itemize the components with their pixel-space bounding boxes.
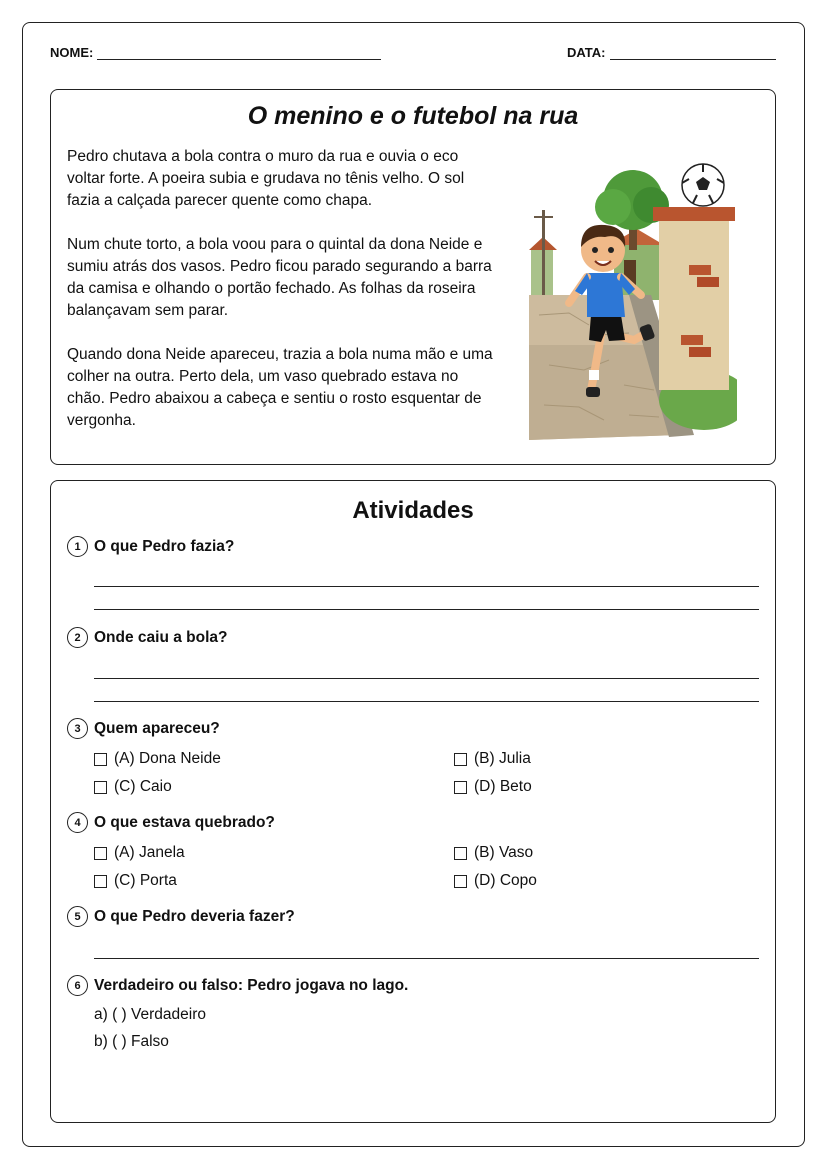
- question-text: O que Pedro deveria fazer?: [94, 907, 295, 925]
- option-c[interactable]: [94, 872, 177, 890]
- checkbox[interactable]: [94, 875, 107, 888]
- question-text: Onde caiu a bola?: [94, 628, 228, 646]
- story-title: O menino e o futebol na rua: [247, 102, 579, 130]
- answer-line[interactable]: [94, 701, 759, 702]
- story-box: [50, 89, 776, 465]
- question-text: O que estava quebrado?: [94, 813, 275, 831]
- date-field: [567, 45, 776, 60]
- checkbox[interactable]: [454, 753, 467, 766]
- answer-line[interactable]: [94, 609, 759, 610]
- question-6: [67, 975, 408, 996]
- question-number: 2: [67, 627, 88, 648]
- boy-kicking-ball-illustration: [529, 145, 737, 440]
- activities-box: [50, 480, 776, 1123]
- activities-title: Atividades: [352, 497, 474, 524]
- option-b[interactable]: [454, 844, 533, 862]
- option-label: (B) Vaso: [474, 844, 534, 861]
- question-2: [67, 627, 228, 648]
- checkbox[interactable]: [454, 847, 467, 860]
- checkbox[interactable]: [94, 781, 107, 794]
- option-label: (C) Porta: [114, 872, 177, 889]
- question-number: 1: [67, 536, 88, 557]
- question-3: [67, 718, 220, 739]
- name-input-line[interactable]: [97, 48, 381, 60]
- option-a[interactable]: [94, 750, 221, 768]
- date-input-line[interactable]: [610, 48, 776, 60]
- question-number: 5: [67, 906, 88, 927]
- checkbox[interactable]: [454, 875, 467, 888]
- question-text: O que Pedro fazia?: [94, 537, 235, 555]
- question-5: [67, 906, 295, 927]
- name-label: NOME:: [50, 45, 94, 60]
- question-number: 6: [67, 975, 88, 996]
- checkbox[interactable]: [94, 847, 107, 860]
- option-d[interactable]: [454, 872, 537, 890]
- option-label: (C) Caio: [114, 778, 172, 795]
- option-label: (A) Janela: [114, 844, 185, 861]
- question-text: Verdadeiro ou falso: Pedro jogava no lago.: [94, 976, 409, 994]
- story-paragraph: Quando dona Neide apareceu, trazia a bola numa mão e uma colher na outra. Perto dela, um vaso quebrado estava no chão. Pedro abaixou a cabeça e sentiu o rosto esquentar de vergonha.: [67, 346, 493, 429]
- option-b[interactable]: [454, 750, 531, 768]
- story-text: [67, 146, 499, 454]
- option-label: (D) Copo: [474, 872, 537, 889]
- story-paragraph: Pedro chutava a bola contra o muro da rua e ouvia o eco voltar forte. A poeira subia e grudava no tênis velho. O sol fazia a calçada parecer quente como chapa.: [67, 148, 465, 209]
- option-label: (A) Dona Neide: [114, 750, 221, 767]
- question-1: [67, 536, 234, 557]
- question-text: Quem apareceu?: [94, 719, 220, 737]
- answer-line[interactable]: [94, 958, 759, 959]
- question-number: 4: [67, 812, 88, 833]
- question-number: 3: [67, 718, 88, 739]
- story-paragraph: Num chute torto, a bola voou para o quintal da dona Neide e sumiu atrás dos vasos. Pedro ficou parado segurando a barra da camisa e olhando o portão fechado. As folhas da roseira balançavam sem parar.: [67, 236, 492, 319]
- option-c[interactable]: [94, 778, 172, 796]
- option-d[interactable]: [454, 778, 532, 796]
- true-option[interactable]: a) ( ) Verdadeiro: [94, 1006, 206, 1023]
- false-option[interactable]: b) ( ) Falso: [94, 1033, 169, 1050]
- checkbox[interactable]: [454, 781, 467, 794]
- answer-line[interactable]: [94, 586, 759, 587]
- answer-line[interactable]: [94, 678, 759, 679]
- checkbox[interactable]: [94, 753, 107, 766]
- name-field: [50, 45, 381, 60]
- date-label: DATA:: [567, 45, 606, 60]
- option-a[interactable]: [94, 844, 185, 862]
- option-label: (B) Julia: [474, 750, 531, 767]
- option-label: (D) Beto: [474, 778, 532, 795]
- question-4: [67, 812, 275, 833]
